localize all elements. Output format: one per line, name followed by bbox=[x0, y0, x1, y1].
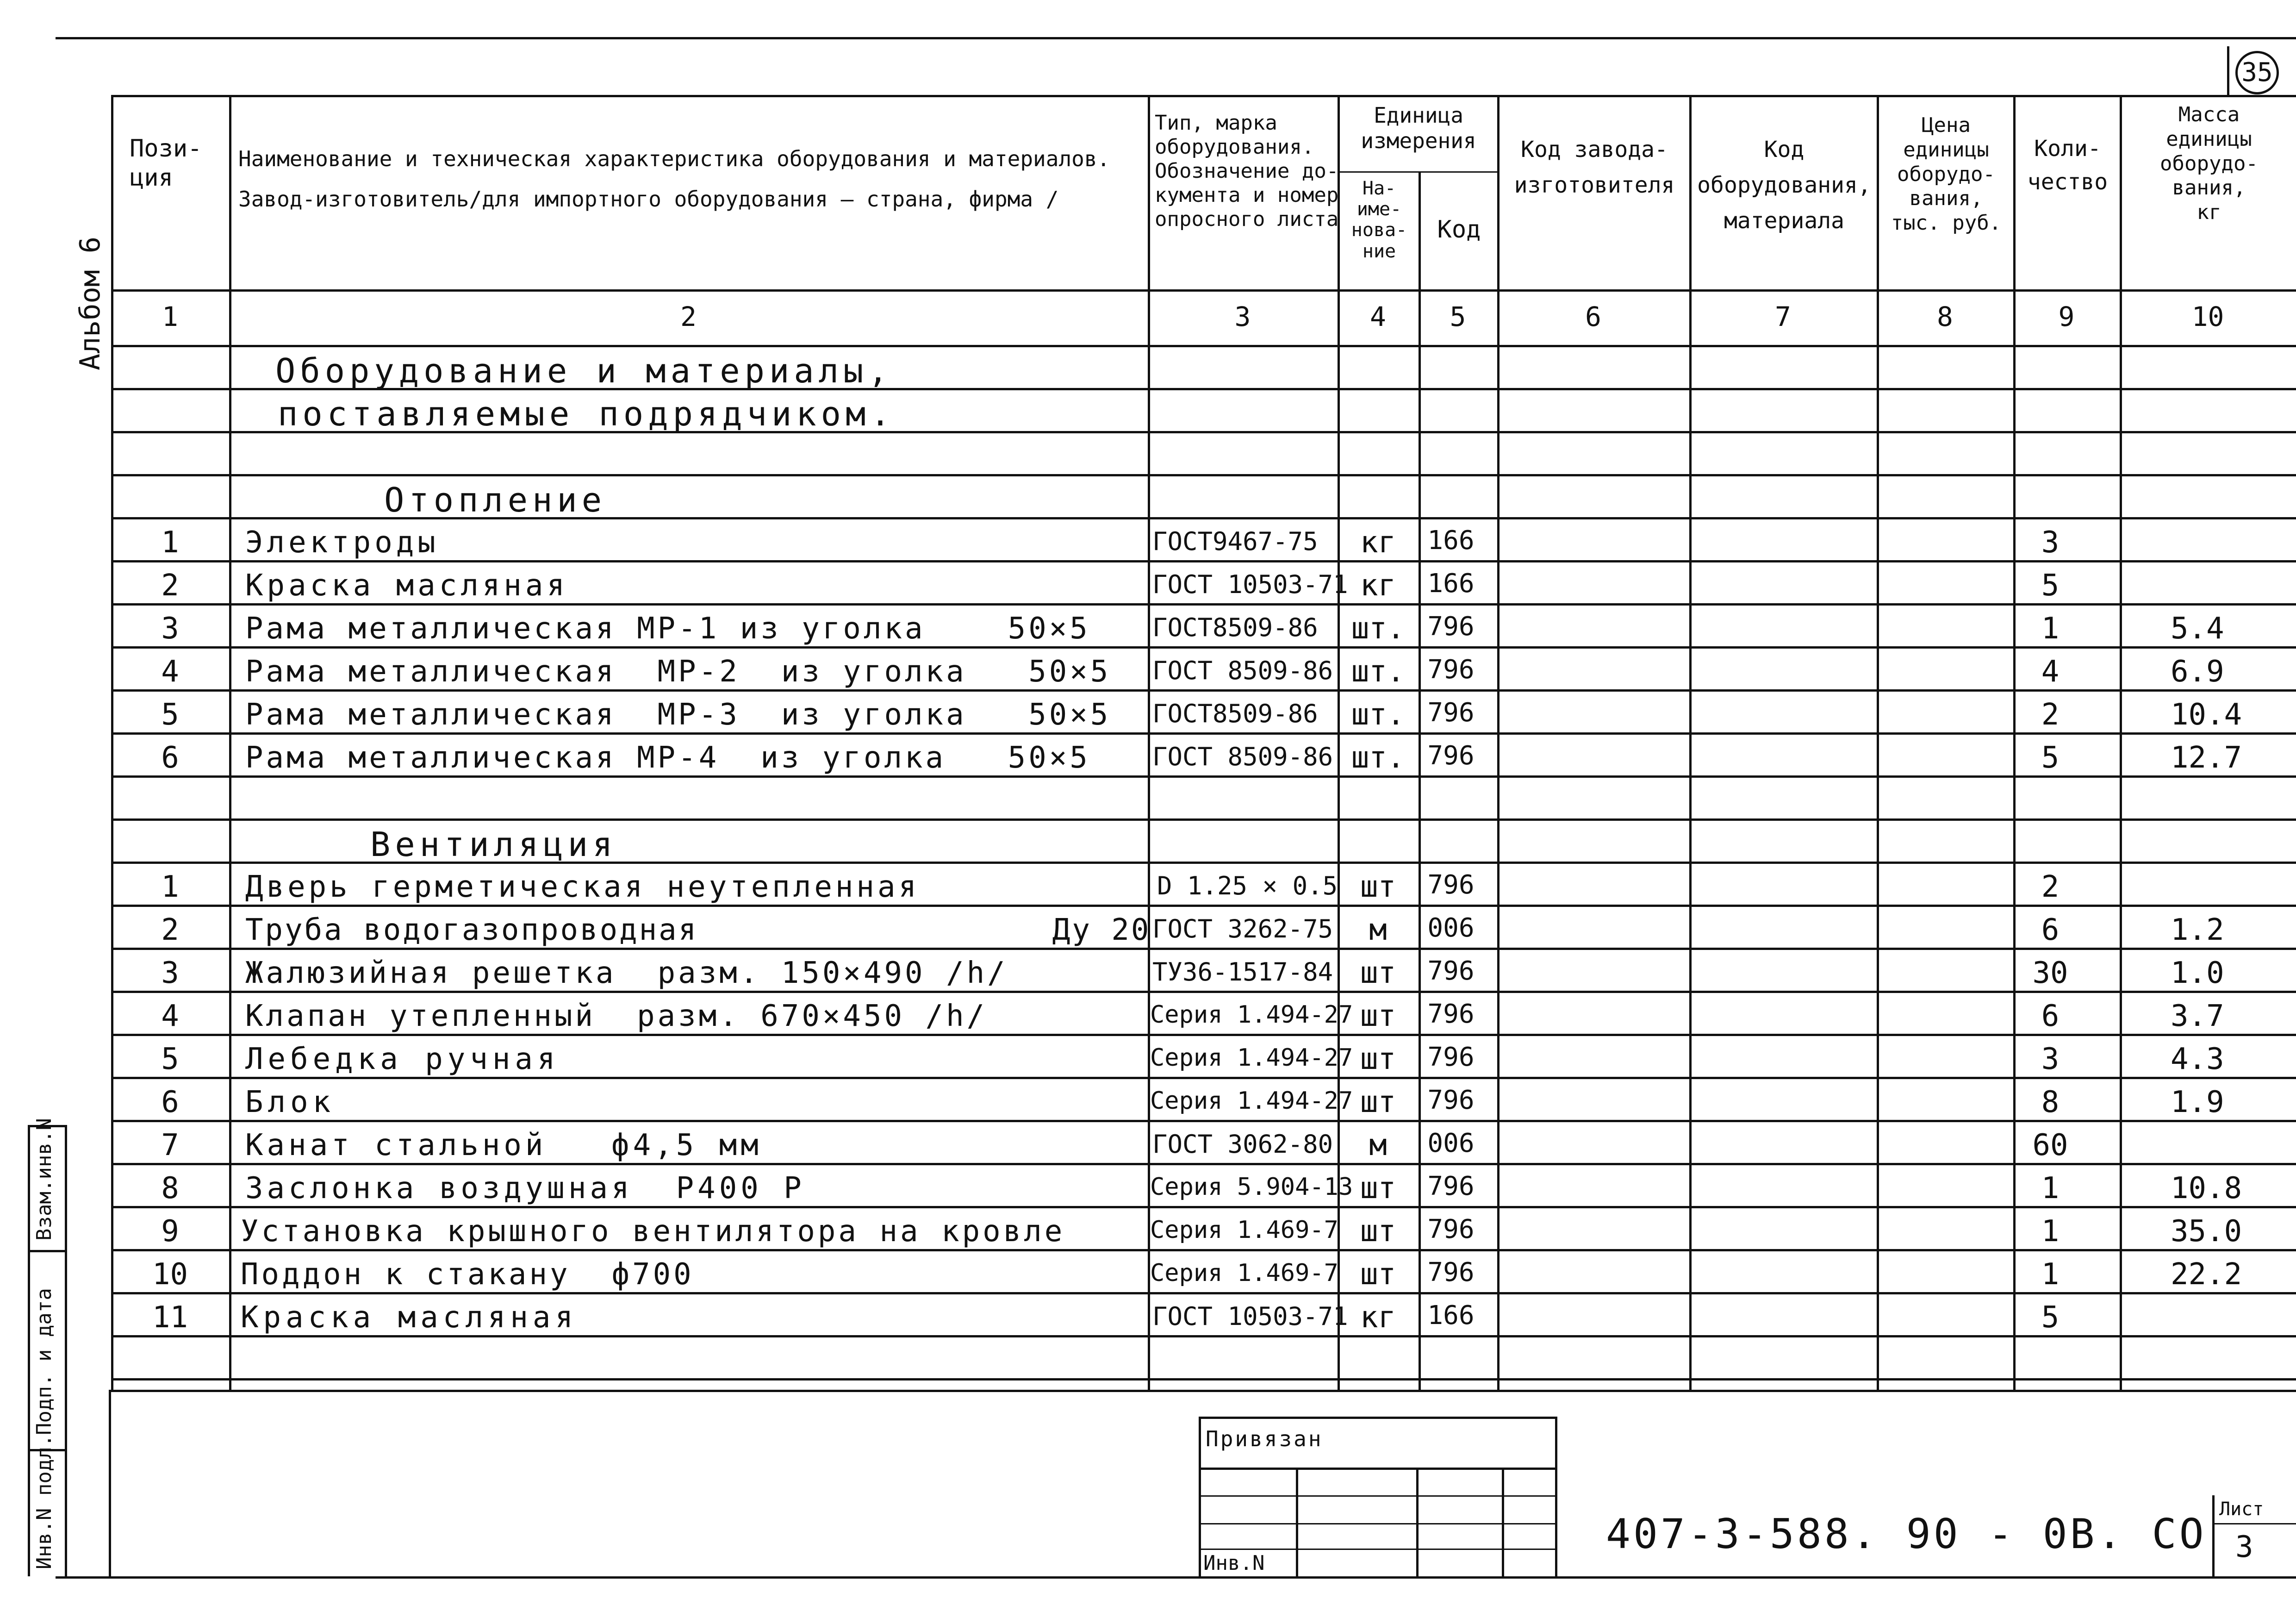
header-type: Тип, марка оборудования. Обозначение до- кумента и номер опросного листа bbox=[1155, 111, 1339, 231]
table-title-line-1: Оборудование и материалы, bbox=[275, 351, 893, 390]
cell-type: ГОСТ 8509-86 bbox=[1152, 656, 1333, 685]
cell-quantity: 2 bbox=[2041, 698, 2060, 732]
column-number: 5 bbox=[1450, 301, 1466, 332]
cell-mass: 35.0 bbox=[2171, 1214, 2242, 1249]
cell-name: Краска масляная bbox=[241, 1300, 578, 1335]
cell-mass: 5.4 bbox=[2171, 612, 2224, 646]
cell-unit: шт. bbox=[1351, 741, 1405, 775]
cell-name: Заслонка воздушная Р400 Р bbox=[245, 1171, 805, 1206]
cell-unit: кг bbox=[1360, 568, 1396, 603]
cell-position: 10 bbox=[152, 1257, 188, 1292]
cell-type: ГОСТ 8509-86 bbox=[1152, 742, 1333, 771]
cell-unit: шт bbox=[1360, 956, 1396, 990]
cell-position: 5 bbox=[161, 1042, 179, 1076]
cell-quantity: 6 bbox=[2041, 913, 2060, 947]
header-quantity: Коли- чество bbox=[2027, 136, 2108, 195]
cell-type: ГОСТ 10503-71 bbox=[1152, 1302, 1348, 1331]
cell-code: 796 bbox=[1427, 1171, 1475, 1201]
cell-type: ГОСТ8509-86 bbox=[1152, 613, 1318, 642]
header-mass: Масса единицы оборудо- вания, кг bbox=[2160, 103, 2258, 225]
cell-type: Серия 1.494-27 bbox=[1150, 1087, 1353, 1115]
cell-code: 796 bbox=[1427, 612, 1475, 642]
cell-position: 7 bbox=[161, 1128, 179, 1162]
cell-mass: 10.8 bbox=[2171, 1171, 2242, 1206]
column-number: 8 bbox=[1937, 301, 1953, 332]
cell-code: 166 bbox=[1427, 568, 1475, 599]
cell-code: 006 bbox=[1427, 913, 1475, 943]
header-unit-code: Код bbox=[1437, 216, 1481, 244]
cell-type: Серия 1.469-7 bbox=[1150, 1259, 1338, 1287]
cell-code: 796 bbox=[1427, 698, 1475, 728]
cell-name: Рама металлическая МР-3 из уголка 50×5 bbox=[245, 698, 1111, 732]
column-number: 6 bbox=[1585, 301, 1601, 332]
cell-type: ГОСТ9467-75 bbox=[1152, 527, 1318, 556]
cell-code: 796 bbox=[1427, 741, 1475, 771]
cell-mass: 22.2 bbox=[2171, 1257, 2242, 1292]
cell-type: ГОСТ 10503-71 bbox=[1152, 570, 1348, 599]
header-name: Наименование и техническая характеристика оборудования и материалов. Завод-изготовитель/для импортного оборудования – страна, фирма / bbox=[238, 146, 1110, 212]
cell-code: 166 bbox=[1427, 525, 1475, 556]
cell-quantity: 3 bbox=[2041, 525, 2060, 560]
cell-mass: 1.2 bbox=[2171, 913, 2224, 947]
cell-unit: шт bbox=[1360, 1085, 1396, 1119]
cell-quantity: 1 bbox=[2041, 1257, 2060, 1292]
album-label: Альбом 6 bbox=[74, 237, 106, 370]
cell-position: 6 bbox=[161, 741, 179, 775]
cell-unit: м bbox=[1369, 913, 1387, 947]
side-label-podp-data: Подп. и дата bbox=[32, 1288, 56, 1435]
cell-unit: шт bbox=[1360, 1214, 1396, 1249]
cell-position: 3 bbox=[161, 956, 179, 990]
cell-code: 796 bbox=[1427, 1257, 1475, 1287]
cell-type: ТУ36-1517-84 bbox=[1152, 957, 1333, 987]
cell-code: 006 bbox=[1427, 1128, 1475, 1158]
cell-name: Лебедка ручная bbox=[245, 1042, 560, 1076]
cell-position: 2 bbox=[161, 568, 179, 603]
column-number: 10 bbox=[2191, 301, 2224, 332]
column-number: 9 bbox=[2058, 301, 2075, 332]
cell-type: ГОСТ 3262-75 bbox=[1152, 914, 1333, 943]
cell-type: Серия 5.904-13 bbox=[1150, 1173, 1353, 1201]
cell-name: Электроды bbox=[245, 525, 439, 560]
cell-position: 3 bbox=[161, 612, 179, 646]
cell-quantity: 1 bbox=[2041, 1171, 2060, 1206]
cell-name: Дверь герметическая неутепленная bbox=[245, 870, 920, 904]
cell-type: Серия 1.469-7 bbox=[1150, 1216, 1338, 1244]
side-label-vzam: Взам.инв.N bbox=[32, 1118, 56, 1241]
cell-quantity: 4 bbox=[2041, 655, 2060, 689]
cell-position: 8 bbox=[161, 1171, 179, 1206]
cell-quantity: 60 bbox=[2032, 1128, 2068, 1162]
cell-code: 166 bbox=[1427, 1300, 1475, 1330]
cell-quantity: 6 bbox=[2041, 999, 2060, 1033]
section-heading-ventilation: Вентиляция bbox=[370, 825, 617, 864]
cell-code: 796 bbox=[1427, 870, 1475, 900]
cell-unit: шт. bbox=[1351, 612, 1405, 646]
column-number: 2 bbox=[680, 301, 697, 332]
header-unit-group: Единица измерения bbox=[1361, 103, 1476, 154]
cell-mass: 3.7 bbox=[2171, 999, 2224, 1033]
cell-mass: 10.4 bbox=[2171, 698, 2242, 732]
cell-name: Поддон к стакану ф700 bbox=[241, 1257, 694, 1292]
cell-mass: 1.0 bbox=[2171, 956, 2224, 990]
cell-unit: шт bbox=[1360, 999, 1396, 1033]
sheet-value: 3 bbox=[2235, 1530, 2253, 1564]
cell-quantity: 5 bbox=[2041, 568, 2060, 603]
cell-position: 1 bbox=[161, 870, 179, 904]
header-factory-code: Код завода- изготовителя bbox=[1514, 137, 1675, 198]
cell-type: Серия 1.494-27 bbox=[1150, 1001, 1353, 1029]
cell-type: D 1.25 × 0.5 bbox=[1157, 871, 1338, 900]
cell-code: 796 bbox=[1427, 999, 1475, 1029]
cell-name: Жалюзийная решетка разм. 150×490 /h/ bbox=[245, 956, 1008, 990]
column-number: 7 bbox=[1775, 301, 1791, 332]
cell-unit: шт bbox=[1360, 1171, 1396, 1206]
cell-position: 9 bbox=[161, 1214, 179, 1249]
stamp-inv-label: Инв.N bbox=[1203, 1551, 1265, 1575]
cell-quantity: 1 bbox=[2041, 1214, 2060, 1249]
cell-mass: 1.9 bbox=[2171, 1085, 2224, 1119]
cell-name: Рама металлическая МР-1 из уголка 50×5 bbox=[245, 612, 1090, 646]
header-position: Пози- ция bbox=[130, 135, 202, 192]
cell-position: 11 bbox=[152, 1300, 188, 1335]
cell-quantity: 2 bbox=[2041, 870, 2060, 904]
cell-unit: м bbox=[1369, 1128, 1387, 1162]
cell-quantity: 8 bbox=[2041, 1085, 2060, 1119]
cell-name: Рама металлическая МР-4 из уголка 50×5 bbox=[245, 741, 1090, 775]
cell-quantity: 1 bbox=[2041, 612, 2060, 646]
cell-name: Канат стальной ф4,5 мм bbox=[245, 1128, 762, 1162]
cell-unit: шт bbox=[1360, 1042, 1396, 1076]
cell-unit: кг bbox=[1360, 525, 1396, 560]
cell-name: Краска масляная bbox=[245, 568, 568, 603]
cell-code: 796 bbox=[1427, 956, 1475, 986]
cell-unit: шт bbox=[1360, 1257, 1396, 1292]
cell-quantity: 5 bbox=[2041, 1300, 2060, 1335]
cell-quantity: 5 bbox=[2041, 741, 2060, 775]
cell-position: 1 bbox=[161, 525, 179, 560]
cell-name: Труба водогазопроводная Ду 20 bbox=[245, 913, 1151, 947]
sheet-label: Лист bbox=[2219, 1499, 2264, 1520]
column-number: 3 bbox=[1234, 301, 1251, 332]
document-code: 407-3-588. 90 - 0В. СО bbox=[1606, 1510, 2207, 1558]
cell-mass: 6.9 bbox=[2171, 655, 2224, 689]
cell-name: Установка крышного вентилятора на кровле bbox=[241, 1214, 1065, 1249]
cell-unit: кг bbox=[1360, 1300, 1396, 1335]
cell-quantity: 3 bbox=[2041, 1042, 2060, 1076]
cell-type: ГОСТ 3062-80 bbox=[1152, 1130, 1333, 1159]
cell-name: Рама металлическая МР-2 из уголка 50×5 bbox=[245, 655, 1111, 689]
cell-position: 4 bbox=[161, 999, 179, 1033]
header-price: Цена единицы оборудо- вания, тыс. руб. bbox=[1891, 113, 2002, 235]
sheet-number-badge bbox=[2235, 51, 2279, 94]
cell-unit: шт bbox=[1360, 870, 1396, 904]
cell-quantity: 30 bbox=[2032, 956, 2068, 990]
sheet-number: 35 bbox=[2241, 57, 2273, 87]
cell-position: 2 bbox=[161, 913, 179, 947]
cell-unit: шт. bbox=[1351, 698, 1405, 732]
cell-unit: шт. bbox=[1351, 655, 1405, 689]
cell-type: Серия 1.494-27 bbox=[1150, 1044, 1353, 1072]
table-title-line-2: поставляемые подрядчиком. bbox=[278, 394, 895, 433]
column-number: 4 bbox=[1370, 301, 1386, 332]
cell-name: Клапан утепленный разм. 670×450 /h/ bbox=[245, 999, 988, 1033]
cell-mass: 12.7 bbox=[2171, 741, 2242, 775]
cell-position: 6 bbox=[161, 1085, 179, 1119]
side-label-inv-podl: Инв.N подл. bbox=[32, 1434, 56, 1569]
cell-code: 796 bbox=[1427, 1214, 1475, 1244]
stamp-bound-label: Привязан bbox=[1206, 1426, 1323, 1451]
section-heading-heating: Отопление bbox=[384, 481, 607, 519]
header-unit-name: На- име- нова- ние bbox=[1351, 178, 1407, 262]
cell-code: 796 bbox=[1427, 655, 1475, 685]
cell-position: 4 bbox=[161, 655, 179, 689]
header-equipment-code: Код оборудования, материала bbox=[1697, 137, 1871, 234]
cell-mass: 4.3 bbox=[2171, 1042, 2224, 1076]
cell-code: 796 bbox=[1427, 1042, 1475, 1072]
cell-position: 5 bbox=[161, 698, 179, 732]
cell-code: 796 bbox=[1427, 1085, 1475, 1115]
cell-type: ГОСТ8509-86 bbox=[1152, 699, 1318, 728]
cell-name: Блок bbox=[245, 1085, 336, 1119]
column-number: 1 bbox=[162, 301, 178, 332]
